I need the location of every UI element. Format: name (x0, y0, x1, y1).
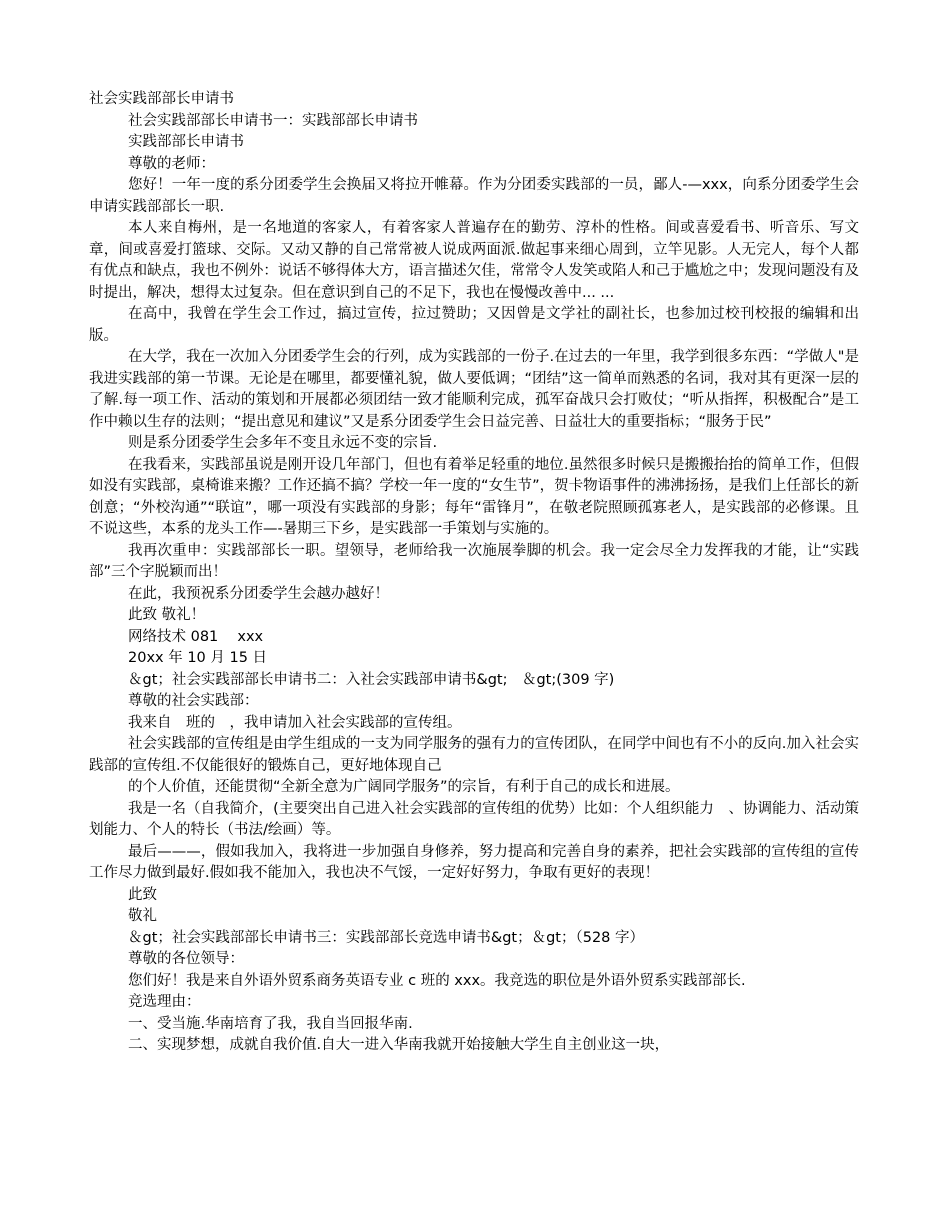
paragraph: 在我看来，实践部虽说是刚开设几年部门，但也有着举足轻重的地位.虽然很多时候只是搬搬抬抬的简单工作，但假如没有实践部，桌椅谁来搬？工作还搞不搞？学校一年一度的“女生节”，贺卡物语事件的沸沸扬扬，是我们上任部长的新创意；“外校沟通”“联谊”，哪一项没有实践部的身影；每年“雷锋月”，在敬老院照顾孤寡老人，是实践部的必修课。且不说这些，本系的龙头工作—-暑期三下乡，是实践部一手策划与实施的。 (89, 456, 859, 537)
paragraph: 最后———，假如我加入，我将进一步加强自身修养，努力提高和完善自身的素养，把社会实践部的宣传组的宣传工作尽力做到最好.假如我不能加入，我也决不气馁，一定好好努力，争取有更好的表现！ (89, 843, 859, 881)
paragraph: 我是一名（自我简介，(主要突出自己进入社会实践部的宣传组的优势）比如：个人组织能力 、协调能力、活动策划能力、个人的特长（书法/绘画）等。 (89, 800, 859, 838)
salutation: 尊敬的社会实践部： (128, 693, 259, 709)
paragraph: 的个人价值，还能贯彻“全新全意为广阔同学服务”的宗旨，有利于自己的成长和进展。 (128, 779, 680, 795)
section-heading: ＆gt；社会实践部部长申请书二：入社会实践部申请书&gt; ＆gt;(309 字) (128, 671, 615, 688)
document-title: 社会实践部部长申请书 (89, 91, 234, 107)
closing: 此致 (128, 886, 157, 903)
paragraph: 您们好！我是来自外语外贸系商务英语专业 c 班的 xxx。我竞选的职位是外语外贸系实践部部长. (128, 972, 746, 989)
paragraph: 本人来自梅州，是一名地道的客家人，有着客家人普遍存在的勤劳、淳朴的性格。间或喜爱看书、听音乐、写文章，间或喜爱打篮球、交际。又动又静的自己常常被人说成两面派.做起事来细心周到，立竿见影。人无完人，每个人都有优点和缺点，我也不例外：说话不够得体大方，语言描述欠佳，常常令人发笑或陷人和己于尴尬之中；发现问题没有及时提出，解决，想得太过复杂。但在意识到自己的不足下，我也在慢慢改善中... ... (89, 220, 859, 301)
paragraph: 二、实现梦想，成就自我价值.自大一进入华南我就开始接触大学生自主创业这一块， (128, 1037, 670, 1053)
paragraph: 竞选理由： (128, 994, 201, 1010)
paragraph: 社会实践部的宣传组是由学生组成的一支为同学服务的强有力的宣传团队，在同学中间也有不小的反向.加入社会实践部的宣传组.不仅能很好的锻炼自己，更好地体现自己 (89, 736, 859, 774)
signature-name: 网络技术 081 xxx (128, 628, 264, 645)
document-page (89, 89, 859, 1057)
section-heading: ＆gt；社会实践部部长申请书三：实践部部长竞选申请书&gt；＆gt；（528 字） (128, 929, 645, 946)
paragraph: 在高中，我曾在学生会工作过，搞过宣传，拉过赞助；又因曾是文学社的副社长，也参加过校刊校报的编辑和出版。 (89, 306, 859, 344)
paragraph: 在此，我预祝系分团委学生会越办越好！ (128, 585, 389, 602)
paragraph: 我再次重申：实践部部长一职。望领导，老师给我一次施展拳脚的机会。我一定会尽全力发挥我的才能，让“实践部”三个字脱颖而出！ (89, 542, 859, 580)
closing: 此致 敬礼！ (128, 607, 206, 623)
paragraph: 一、受当施.华南培育了我，我自当回报华南. (128, 1015, 413, 1032)
closing: 敬礼 (128, 908, 157, 924)
paragraph: 在大学，我在一次加入分团委学生会的行列，成为实践部的一份子.在过去的一年里，我学到很多东西：“学做人"是我进实践部的第一节课。无论是在哪里，都要懂礼貌，做人要低调；“团结”这一简单而熟悉的名词，我对其有更深一层的了解.每一项工作、活动的策划和开展都必须团结一致才能顺利完成，孤军奋战只会打败仗；“听从指挥，积极配合”是工作中赖以生存的法则；“提出意见和建议”又是系分团委学生会日益完善、日益壮大的重要指标；“服务于民” (89, 349, 859, 430)
salutation: 尊敬的各位领导： (128, 951, 244, 967)
paragraph: 实践部部长申请书 (128, 134, 244, 150)
signature-date: 20xx 年 10 月 15 日 (128, 650, 268, 666)
paragraph: 社会实践部部长申请书一：实践部部长申请书 (128, 112, 418, 129)
salutation: 尊敬的老师： (128, 155, 215, 172)
paragraph: 则是系分团委学生会多年不变且永远不变的宗旨. (128, 435, 438, 451)
paragraph: 您好！一年一度的系分团委学生会换届又将拉开帷幕。作为分团委实践部的一员，鄙人-—xxx，向系分团委学生会申请实践部部长一职. (89, 177, 859, 215)
paragraph: 我来自 班的 ，我申请加入社会实践部的宣传组。 (128, 714, 462, 731)
